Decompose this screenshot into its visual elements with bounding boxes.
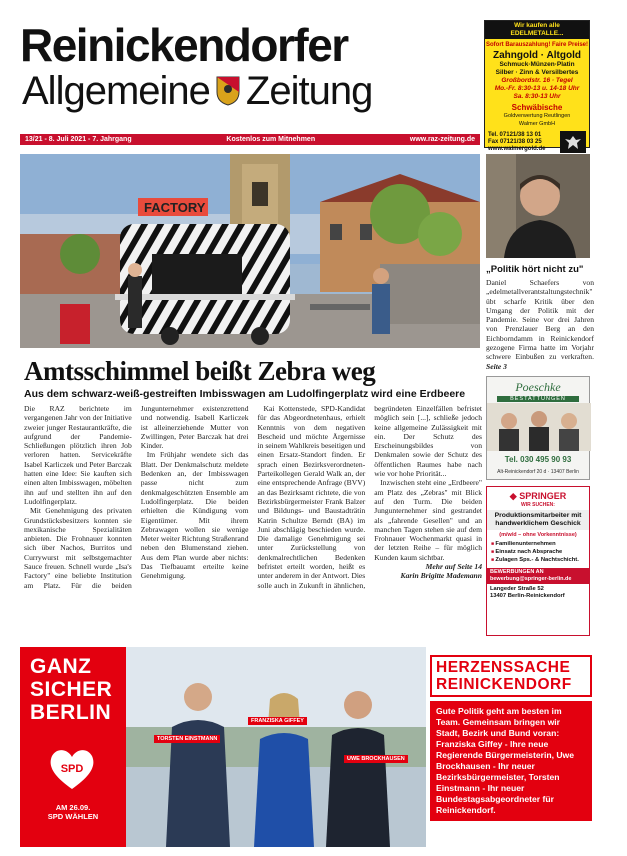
ad-brand-sub1: Goldverwertung Reutlingen: [503, 113, 571, 119]
masthead-word-allgemeine: Allgemeine: [22, 69, 210, 113]
poeschke-addr: Alt-Reinickendorf 20 d · 13407 Berlin: [497, 469, 579, 475]
ad-addr1: Großbordstr. 16 · Tegel: [501, 77, 573, 84]
article-author: Karin Brigitte Mademann: [400, 571, 482, 581]
eagle-logo-icon: [560, 131, 586, 153]
poeschke-tel: Tel. 030 495 90 93: [504, 455, 572, 464]
lead-subhead: Aus dem schwarz-weiß-gestreiften Imbisswagen am Ludolfingerplatz wird eine Erdbeere: [24, 388, 466, 400]
springer-job-ad[interactable]: [486, 486, 590, 636]
spd-slogan-panel: [20, 647, 126, 847]
candidate-label-einstmann: TORSTEN EINSTMANN: [154, 735, 220, 743]
spd-body-text: Gute Politik geht am besten im Team. Gemeinsam bringen wir Stadt, Bezirk und Bund voran: Franziska Giffey - Ihre neue Regierende Bürgermeisterin, Uwe Brockhausen - Ihr neuer Bezirksbürgermeister, Torsten Einstmann - Ihr neuer Bundestagsabgeordneter für Reinickendorf.: [430, 701, 592, 821]
ad-brand-sub2: Walmer GmbH: [518, 121, 556, 127]
ad-fax: Fax 07121/38 03 25: [488, 138, 542, 145]
slogan-line: GANZ: [30, 655, 92, 678]
springer-street: Langeder Straße 52: [490, 586, 544, 592]
spd-election-date: [20, 803, 126, 821]
ad-big: Zahngold · Altgold: [493, 50, 581, 61]
poeschke-ad[interactable]: [486, 376, 590, 480]
spd-campaign-ad[interactable]: [20, 647, 592, 847]
article-paragraph: Kai Kottenstede, SPD-Kandidat für das Abgeordnetenhaus, erhielt Kenntnis von dem negativen Bescheid und möchte Ärgernisse in seinem Wahlkreis beseitigen und einen Ersatz-Standort finden. Er sprach einen Bezirksverordneten-Parteikollegen Gerald Walk an, der eine entsprechende Anfrage (BVV) an das Bezirksamt richtete, die von Bezirksbürgermeister Frank Balzer und Bildungs- und Baustadträtin Katrin Schultze Berndt (BA) im Juni abschlägig beschieden wurde. Die damalige Genehmigung sei unter Zurückstellung von denkmalrechtlichen Bedenken befristet erteilt worden, heißt es unter anderem in der Antwort. Dies solle auch in Zukunft in ähnlichen, begründeten Einzelfällen befristet möglich sein [...], schließe jedoch keine allgemeine Zulässigkeit mit ein. Der Schutz des Erscheinungsbildes von Denkmalen sowie der Schutz des öffentlichen Raumes habe nach wie vor hohe Priorität...: [257, 404, 482, 590]
candidate-label-giffey: FRANZISKA GIFFEY: [248, 717, 307, 725]
benefit-item: ■ Zulagen Sps.- & Nachtschicht.: [491, 556, 585, 564]
side-text: Daniel Schaefers von „edelmetallverantstaltungstechnik" übt scharfe Kritik über den Umgang der Politik mit der Pandemie. Seine vor drei Jahren von Prenzlauer Berg an den Eichborndamm in Reinickendorf gezogene Firma hatte im Vorjahr schwere Einbußen zu verkraften.: [486, 278, 594, 362]
springer-benefits: [487, 538, 589, 566]
ad-line1: Schmuck·Münzen·Platin: [499, 61, 575, 68]
springer-email[interactable]: bewerbung@springer-berlin.de: [490, 576, 572, 582]
masthead-word-zeitung: Zeitung: [245, 69, 373, 113]
springer-job: Produktionsmitarbeiter mit handwerklichem Geschick: [487, 510, 589, 530]
article-paragraph: Inzwischen steht eine „Erdbeere" am Platz des „Zebras" mit Blick auf den Turm. Die beiden Jungunternehmer sind gestrandet als „fahrende Gesellen" und an manchen Tagen stehen sie auf dem Frohnauer Wochenmarkt quasi in der letzten Reihe – für möglich Kunden kaum sichtbar.: [374, 478, 482, 562]
ad-sub: Sofort Barauszahlung! Faire Preise!: [485, 42, 589, 48]
ad-tel: Tel. 07121/38 13 01: [488, 131, 542, 138]
article-paragraph: Im Frühjahr wendete sich das Blatt. Der Denkmalschutz meldete Bedenken an, der Imbisswagen passe nicht zum denkmalgeschützten Ensemble am Ludolfingerplatz. Die beiden erhielten die Kündigung vom Eigentümer. Mit ihrem Zebrawagen wollen sie wenige Meter weiter Richtung Straßenrand neben den Blumenstand ziehen. Aus dem Plan wurde aber nichts: Das Tiefbauamt erteilte keine Genehmigung.: [140, 450, 249, 581]
springer-logo: ◆ SPRINGER: [509, 491, 567, 501]
svg-text:FACTORY: FACTORY: [144, 200, 206, 215]
spd-text-panel: [428, 647, 592, 847]
ad-web[interactable]: www.walmergold.de: [488, 145, 546, 152]
springer-address: [487, 584, 589, 602]
candidates-photo: [126, 647, 426, 847]
poeschke-sub: BESTATTUNGEN: [497, 396, 579, 402]
side-article: [486, 278, 594, 371]
masthead: [20, 19, 480, 114]
herz-line2: REINICKENDORF: [436, 676, 572, 693]
coat-of-arms-icon: [216, 76, 240, 106]
portrait-photo: [486, 154, 590, 258]
wahl-date: AM 26.09.: [55, 803, 91, 812]
benefit-item: ■ Einsatz nach Absprache: [491, 548, 585, 556]
herzenssache-box: [430, 655, 592, 697]
masthead-title-line2: [22, 68, 480, 114]
food-truck-photo: [20, 154, 480, 348]
spd-heart-label: SPD: [60, 763, 84, 775]
lead-article: [24, 404, 482, 638]
free-label: Kostenlos zum Mitnehmen: [226, 136, 316, 143]
ad-brand: Schwäbische: [511, 103, 563, 112]
gold-buyer-ad[interactable]: [484, 20, 590, 152]
side-headline: „Politik hört nicht zu": [486, 264, 584, 275]
springer-note: (m/w/d – ohne Vorkenntnisse): [499, 532, 577, 538]
slogan-line: BERLIN: [30, 701, 112, 724]
issue-info: 13/21 - 8. Juli 2021 - 7. Jahrgang: [25, 136, 132, 143]
spd-heart-icon: [48, 747, 96, 791]
more-link[interactable]: Mehr auf Seite 14: [425, 562, 482, 572]
springer-city: 13407 Berlin-Reinickendorf: [490, 593, 565, 599]
ad-addr3: Sa. 8:30-13 Uhr: [513, 93, 561, 100]
poeschke-name: Poeschke: [515, 380, 561, 394]
springer-wir: WIR SUCHEN:: [521, 502, 555, 508]
article-paragraph: Die RAZ berichtete im vergangenen Jahr von der Initiative zweier junger Restaurantkräfte, die aufgrund der Pandemie-Schließungen plötzlich ihren Job verloren hatten. Servicekräfte Isabel Karliczek und Peter Barczak hatten eine Idee: Sie kauften sich einen alten Imbisswagen, möbelten ihn auf und stellten ihn auf den Ludolfingerplatz.: [24, 404, 132, 506]
masthead-title-line1: Reinickendorfer: [20, 19, 348, 71]
side-page-ref[interactable]: Seite 3: [486, 361, 507, 371]
spd-slogan: [20, 647, 126, 724]
springer-apply-label: BEWERBUNGEN AN: [490, 569, 544, 575]
ad-head: Wir kaufen alle EDELMETALLE...: [485, 21, 589, 39]
slogan-line: SICHER: [30, 678, 113, 701]
poeschke-staff-photo: [487, 403, 591, 451]
springer-apply: [487, 568, 589, 584]
ad-addr2: Mo.-Fr. 8:30-13 u. 14-18 Uhr: [494, 85, 580, 92]
ad-line2: Silber · Zinn & Versilbertes: [495, 69, 579, 76]
benefit-item: ■ Familienunternehmen: [491, 540, 585, 548]
website-link[interactable]: www.raz-zeitung.de: [409, 136, 475, 143]
candidate-label-brockhausen: UWE BROCKHAUSEN: [344, 755, 408, 763]
article-paragraph: Mit Genehmigung des privaten Grundstücksbesitzers konnten sie mexikanische Spezialitäten anbieten. Die Frohnauer konnten sich über Nachos, Burritos und Currywurst mit selbstgemachter Sauce freuen. Schnell wurde „Isa's Factory" eine beliebte Institution am Platz. Für die beiden Jungunternehmer existenzrettend und notwendig. Isabell Karliczek ist alleinerziehende Mutter von Zwillingen, Peter Barczak hat drei Kinder.: [24, 404, 249, 590]
issue-bar: [20, 134, 480, 145]
herz-line1: HERZENSSACHE: [436, 659, 571, 676]
wahl-call: SPD WÄHLEN: [47, 812, 99, 821]
lead-headline: Amtsschimmel beißt Zebra weg: [24, 356, 376, 386]
